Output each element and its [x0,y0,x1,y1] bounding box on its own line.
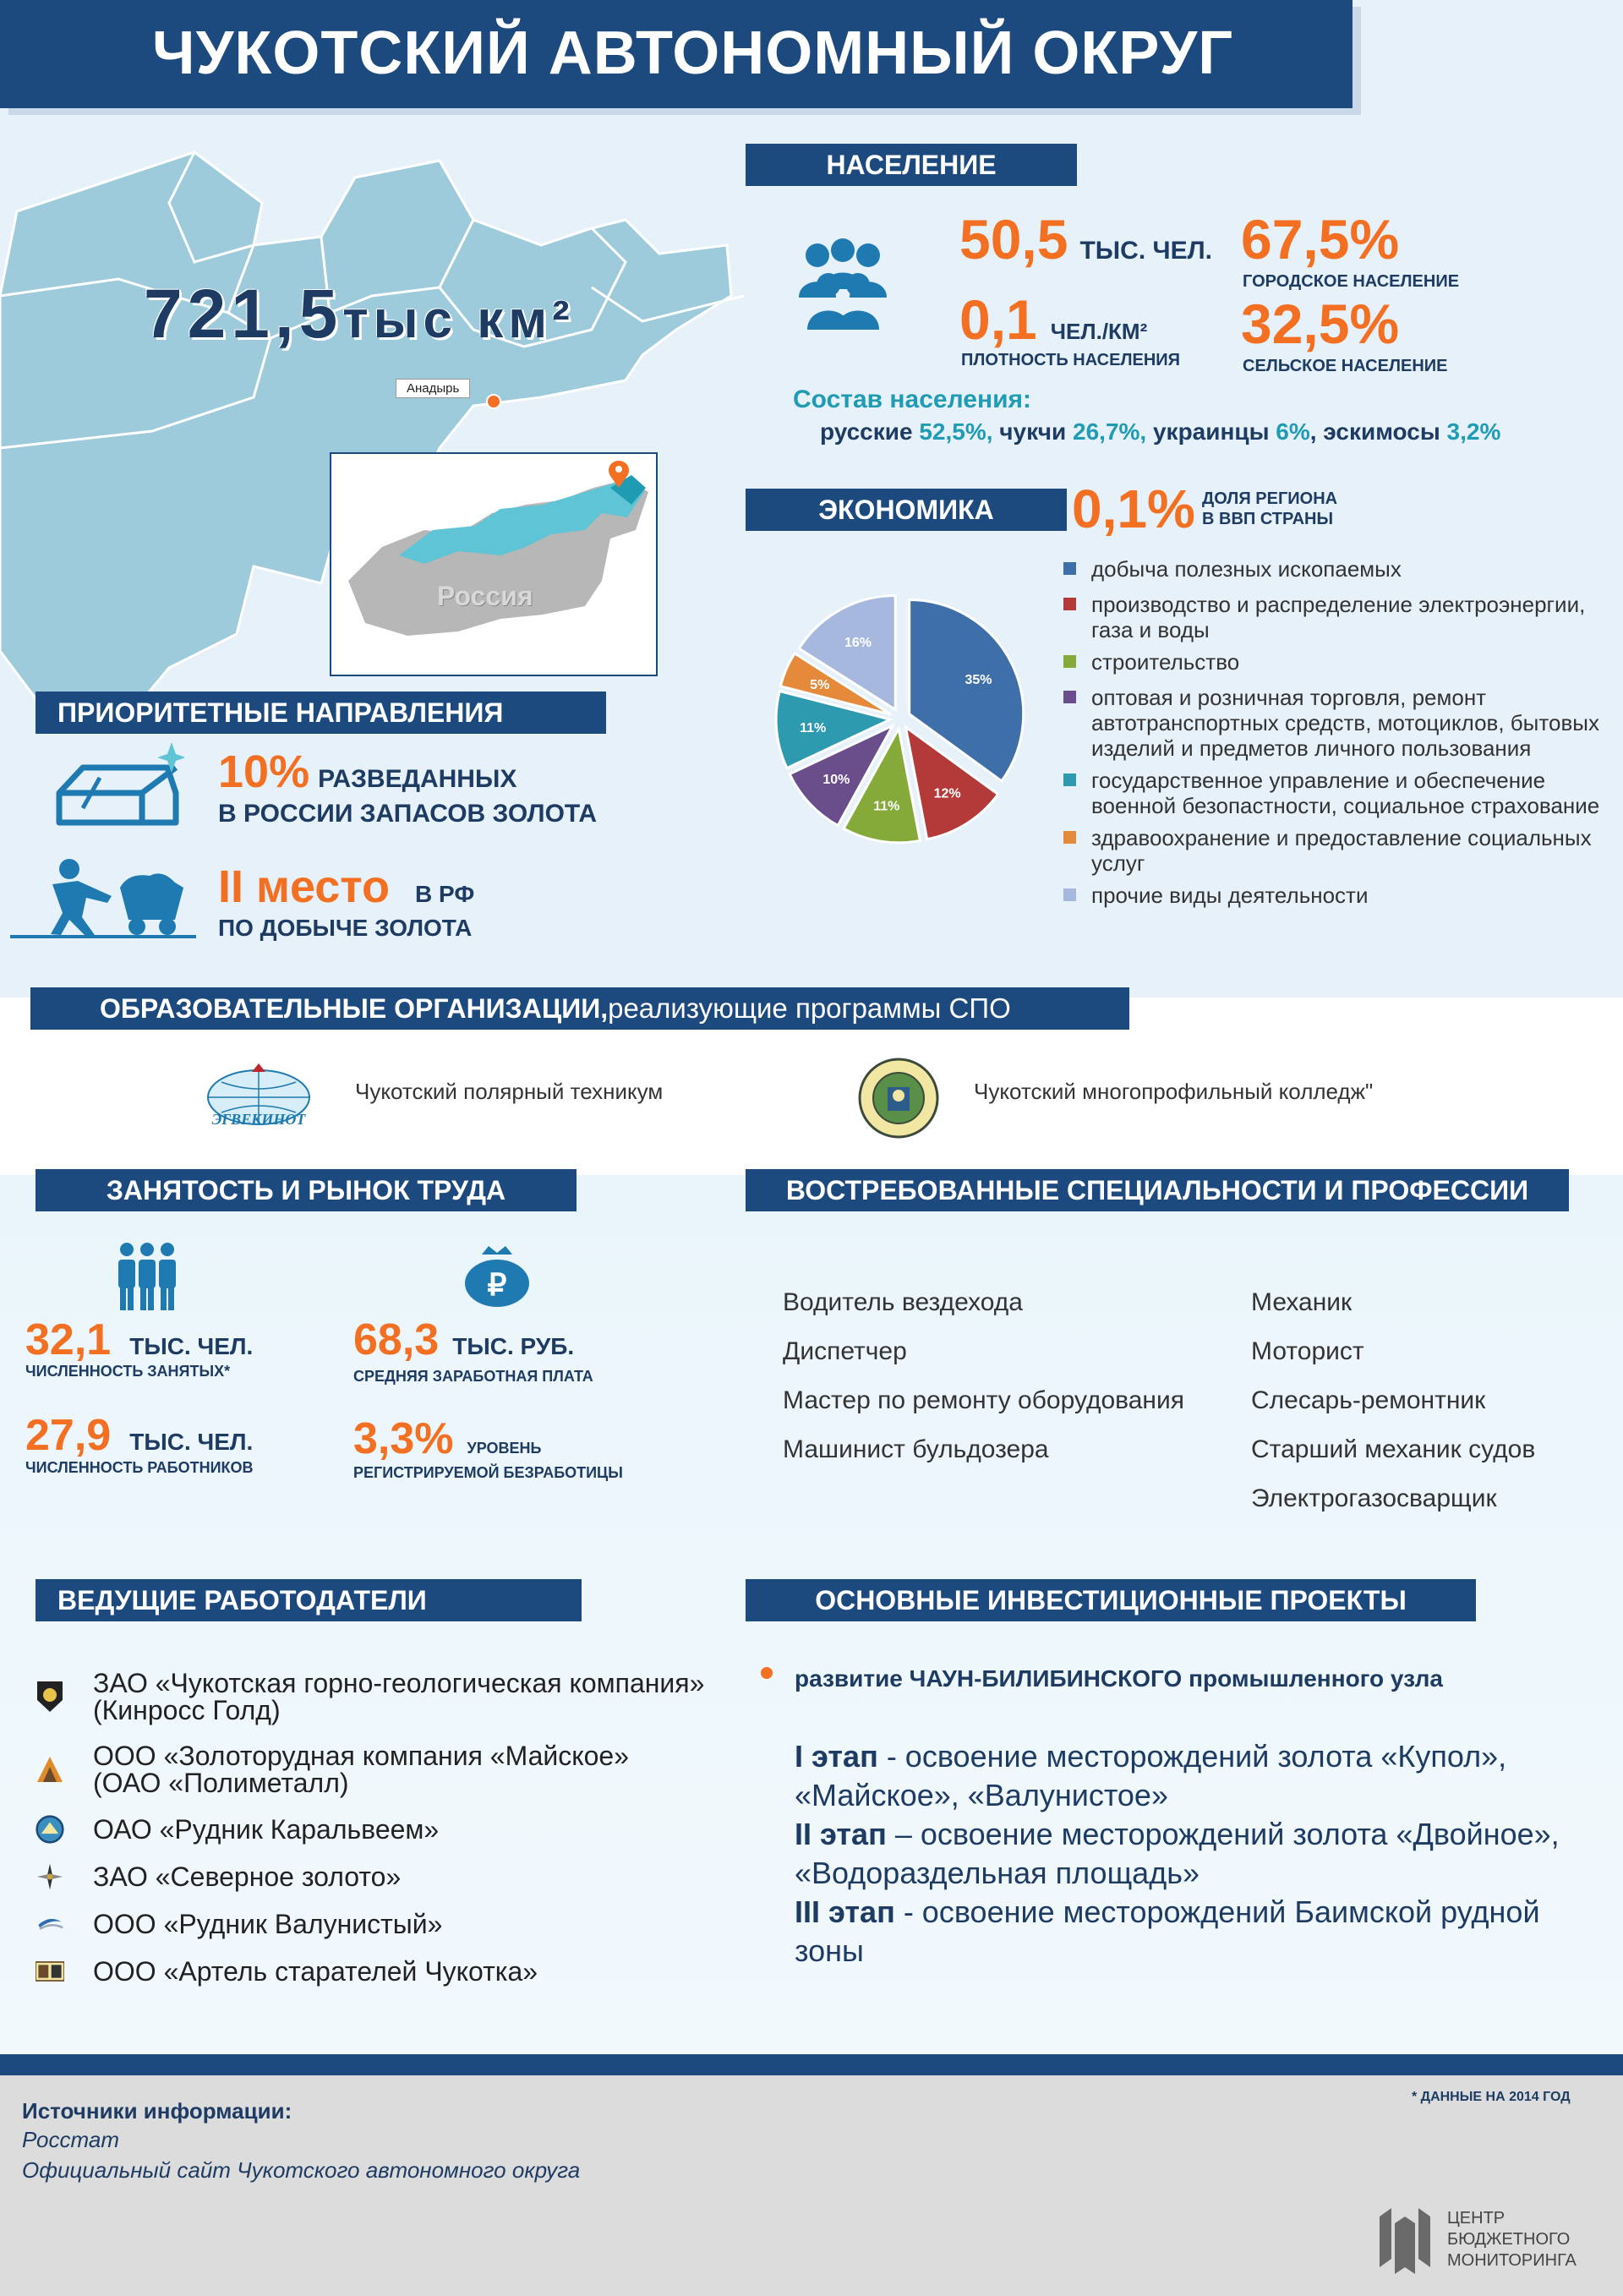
cbm-logo-text [1447,2208,1577,2271]
employer-name: ООО «Артель старателей Чукотка» [93,1956,538,1987]
employer-item [36,1910,704,1938]
stage-text: - освоение месторождений золота «Купол», «Майское», «Валунистое» [795,1739,1507,1812]
legend-label: добыча полезных ископаемых [1091,556,1402,582]
legend-label: здравоохранение и предоставление социальных услуг [1091,825,1592,876]
legend-item [1063,883,1604,908]
legend-item [1063,649,1604,675]
employed-count [25,1315,253,1365]
gdp-label [1202,489,1337,529]
org-line: ЦЕНТР [1447,2209,1506,2228]
profession-item: Электрогазосварщик [1251,1484,1497,1512]
unemployment-value: 3,3% [353,1414,454,1463]
education-header [30,987,1129,1030]
stage-item [795,1815,1589,1893]
pie-slice-label: 10% [822,773,850,788]
profession-item: Механик [1251,1288,1352,1316]
org-line: МОНИТОРИНГА [1447,2251,1577,2270]
karalveem-logo-icon [36,1815,64,1844]
stage-item [795,1893,1589,1971]
russia-label: Россия [437,581,533,611]
artel-logo-icon [36,1957,64,1986]
employer-name: ЗАО «Чукотская горно-геологическая компания» [93,1668,705,1698]
economy-header: ЭКОНОМИКА [746,489,1067,531]
ethnic-name: чукчи [999,418,1067,445]
area-value [144,275,575,354]
economy-pie-chart [752,575,1048,862]
population-density [959,287,1147,352]
salary-unit: ТЫС. РУБ. [452,1333,575,1359]
kinross-logo-icon [36,1682,64,1711]
education-header-bold: ОБРАЗОВАТЕЛЬНЫЕ ОРГАНИЗАЦИИ, [100,992,609,1024]
workers-icon [110,1241,184,1310]
profession-item: Моторист [1251,1337,1364,1365]
legend-swatch [1063,774,1076,786]
legend-item [1063,825,1604,876]
profession-item: Слесарь-ремонтник [1251,1386,1486,1414]
employer-item [36,1670,704,1724]
professions-left [783,1278,1184,1474]
sources-title: Источники информации: [22,2098,292,2124]
ethnic-name: , эскимосы [1309,418,1440,445]
employer-name: ООО «Рудник Валунистый» [93,1909,443,1939]
legend-label: производство и распределение электроэнергии, газа и воды [1091,592,1586,642]
employer-sub: (Кинросс Голд) [93,1695,281,1725]
legend-label: строительство [1091,649,1240,675]
investment-stages [795,1737,1589,1971]
data-note: * ДАННЫЕ НА 2014 ГОД [1412,2090,1571,2104]
rural-label: СЕЛЬСКОЕ НАСЕЛЕНИЕ [1243,357,1448,375]
legend-swatch [1063,831,1076,844]
pie-slice-label: 35% [965,672,992,687]
legend-swatch [1063,655,1076,668]
stage-item [795,1737,1589,1815]
people-icon [790,238,896,331]
investment-bullet: развитие ЧАУН-БИЛИБИНСКОГО промышленного узла [795,1665,1443,1692]
legend-label: оптовая и розничная торговля, ремонт автотранспортных средств, мотоциклов, бытовых изделий и предметов личного пользования [1091,685,1599,761]
area-unit: тыс км² [342,291,575,349]
unemployment-label: УРОВЕНЬ [467,1440,542,1457]
stage-label: III этап [795,1894,895,1929]
ruble-purse-icon [463,1244,531,1309]
economy-legend [1063,556,1604,915]
profession-item: Диспетчер [783,1337,907,1365]
density-value: 0,1 [959,288,1037,351]
population-total-value: 50,5 [959,208,1068,271]
pie-slice-label: 12% [933,786,961,801]
employers-header: ВЕДУЩИЕ РАБОТОДАТЕЛИ [36,1579,582,1621]
employment-header: ЗАНЯТОСТЬ И РЫНОК ТРУДА [36,1169,577,1211]
legend-item [1063,592,1604,642]
employer-name: ЗАО «Северное золото» [93,1861,402,1892]
salary-value: 68,3 [353,1315,440,1364]
workers-label: ЧИСЛЕННОСТЬ РАБОТНИКОВ [25,1459,254,1476]
source-site: Официальный сайт Чукотского автономного округа [22,2157,581,2183]
valunisty-logo-icon [36,1910,64,1938]
legend-label: прочие виды деятельности [1091,883,1369,908]
ethnic-pct: 6% [1276,418,1310,445]
employer-text [93,1670,704,1724]
legend-swatch [1063,888,1076,901]
urban-label: ГОРОДСКОЕ НАСЕЛЕНИЕ [1243,272,1460,291]
cbm-logo-icon [1380,2208,1430,2276]
employer-item [36,1742,704,1796]
profession-item: Водитель вездехода [783,1288,1023,1316]
russia-inset [330,452,658,676]
ethnic-pct: 26,7%, [1073,418,1147,445]
population-header: НАСЕЛЕНИЕ [746,144,1077,186]
page-title: ЧУКОТСКИЙ АВТОНОМНЫЙ ОКРУГ [152,19,1234,87]
gold-text: РАЗВЕДАННЫХ [318,765,517,793]
investment-header: ОСНОВНЫЕ ИНВЕСТИЦИОННЫЕ ПРОЕКТЫ [746,1579,1476,1621]
legend-item [1063,768,1604,818]
employers-list [36,1670,704,1986]
legend-swatch [1063,691,1076,703]
density-label: ПЛОТНОСТЬ НАСЕЛЕНИЯ [961,351,1181,369]
employer-item [36,1815,704,1844]
org2-name: Чукотский многопрофильный колледж" [974,1079,1374,1104]
workers-count [25,1410,253,1461]
gold-pct: 10% [218,746,310,797]
ethnic-name: украинцы [1152,418,1270,445]
pie-slice-label: 5% [810,677,830,692]
stage-text: – освоение месторождений золота «Двойное», «Водораздельная площадь» [795,1817,1560,1890]
place-text-2: ПО ДОБЫЧЕ ЗОЛОТА [218,915,473,941]
place-text: В РФ [415,881,475,907]
source-rosstat: Росстат [22,2127,119,2152]
legend-item [1063,685,1604,761]
legend-swatch [1063,562,1076,575]
urban-value: 67,5% [1241,208,1400,271]
pie-slice-label: 11% [873,799,900,814]
area-number: 721,5 [144,276,343,353]
population-total-unit: ТЫС. ЧЕЛ. [1079,237,1212,265]
gold-place [218,861,474,913]
employer-name: ОАО «Рудник Каральвеем» [93,1814,440,1845]
legend-label: государственное управление и обеспечение военной безопастности, социальное страхование [1091,768,1600,818]
gold-reserves [218,746,516,798]
employer-text [93,1742,629,1796]
employer-item [36,1957,704,1986]
employed-label: ЧИСЛЕННОСТЬ ЗАНЯТЫХ* [25,1363,231,1380]
org1-name: Чукотский полярный техникум [355,1079,664,1104]
employer-sub: (ОАО «Полиметалл) [93,1768,349,1798]
workers-value: 27,9 [25,1411,112,1460]
professions-right [1251,1278,1535,1523]
rural-value: 32,5% [1241,292,1400,355]
polymetal-logo-icon [36,1755,64,1784]
place-value: II место [218,861,391,912]
profession-item: Машинист бульдозера [783,1435,1049,1463]
profession-item: Мастер по ремонту оборудования [783,1386,1184,1414]
ethnic-pct: 52,5%, [919,418,993,445]
employer-name: ООО «Золоторудная компания «Майское» [93,1741,630,1771]
stage-label: II этап [795,1817,887,1851]
russia-map [331,454,656,675]
svg-text:₽: ₽ [487,1267,507,1302]
composition-title: Состав населения: [793,385,1032,413]
population-total [959,207,1212,271]
stage-label: I этап [795,1739,878,1774]
salary-label: СРЕДНЯЯ ЗАРАБОТНАЯ ПЛАТА [353,1368,593,1385]
city-label: Анадырь [396,379,470,398]
employed-unit: ТЫС. ЧЕЛ. [129,1333,254,1359]
gold-text-2: В РОССИИ ЗАПАСОВ ЗОЛОТА [218,800,598,828]
unemployment [353,1413,541,1464]
legend-item [1063,556,1604,582]
unemployment-label-2: РЕГИСТРИРУЕМОЙ БЕЗРАБОТИЦЫ [353,1464,623,1481]
priority-header: ПРИОРИТЕТНЫЕ НАПРАВЛЕНИЯ [36,692,606,734]
ethnic-pct: 3,2% [1446,418,1501,445]
logo-text: ЭГВЕКИНОТ [211,1111,306,1128]
legend-swatch [1063,598,1076,610]
north-gold-compass-icon [36,1862,64,1891]
density-unit: ЧЕЛ./КМ² [1050,319,1148,344]
employed-value: 32,1 [25,1315,112,1364]
employer-item [36,1862,704,1891]
polar-technical-logo [196,1062,321,1129]
ethnic-name: русские [820,418,913,445]
stage-text: - освоение месторождений Баимской рудной зоны [795,1894,1540,1968]
gdp-share: 0,1% [1072,478,1195,539]
gdp-label-line: В ВВП СТРАНЫ [1202,510,1334,528]
bullet-dot [761,1667,773,1679]
salary [353,1315,574,1365]
pie-slice-label: 11% [800,720,827,735]
gold-bar-icon [49,742,184,831]
pie-slice-label: 16% [844,636,872,651]
workers-unit: ТЫС. ЧЕЛ. [129,1429,254,1455]
org-line: БЮДЖЕТНОГО [1447,2230,1571,2249]
college-seal-icon [857,1057,940,1140]
gdp-label-line: ДОЛЯ РЕГИОНА [1202,489,1338,508]
footer-bar [0,2054,1623,2075]
education-header-rest: реализующие программы СПО [608,992,1011,1024]
mining-cart-icon [10,854,196,938]
professions-header: ВОСТРЕБОВАННЫЕ СПЕЦИАЛЬНОСТИ И ПРОФЕССИИ [746,1169,1569,1211]
ethnic-composition [820,418,1500,446]
profession-item: Старший механик судов [1251,1435,1536,1463]
